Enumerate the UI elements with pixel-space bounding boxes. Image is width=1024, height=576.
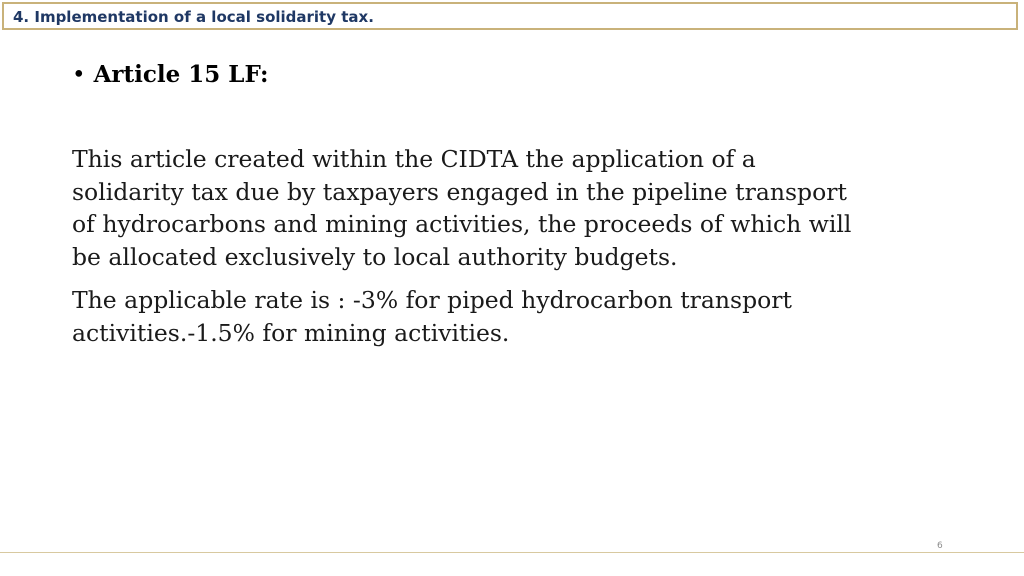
bullet-item <box>72 58 268 92</box>
paragraph-description <box>72 143 972 273</box>
bullet-label: Article 15 LF: <box>93 61 269 88</box>
paragraph-line: be allocated exclusively to local authority budgets. <box>72 242 678 271</box>
paragraph-line: This article created within the CIDTA the application of a <box>72 145 756 173</box>
paragraph-line: solidarity tax due by taxpayers engaged in the pipeline transport <box>72 177 847 206</box>
paragraph-line: activities.-1.5% for mining activities. <box>72 318 510 347</box>
bullet-icon: • <box>72 62 86 88</box>
slide-title-box <box>2 2 1018 30</box>
footer-divider <box>0 552 1024 553</box>
slide-title: 4. Implementation of a local solidarity tax. <box>13 8 374 26</box>
paragraph-line: of hydrocarbons and mining activities, the proceeds of which will <box>72 210 852 238</box>
paragraph-line: The applicable rate is : -3% for piped hydrocarbon transport <box>72 286 792 314</box>
paragraph-rates <box>72 284 972 349</box>
page-number: 6 <box>937 541 943 551</box>
